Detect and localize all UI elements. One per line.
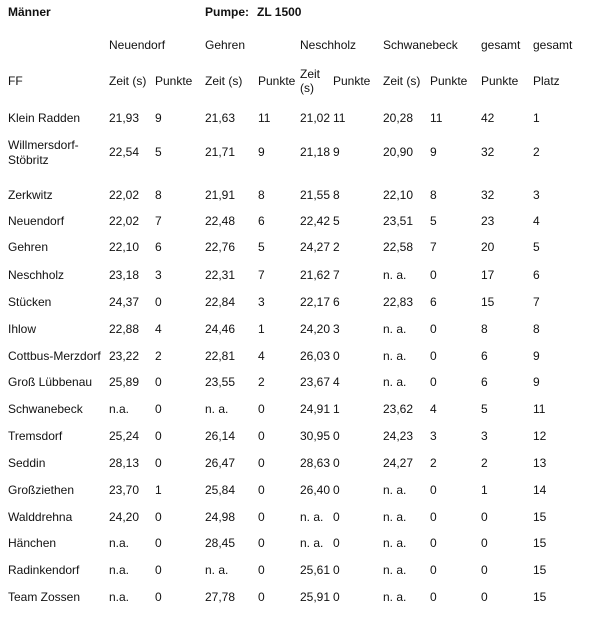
table-cell: 0 (155, 563, 162, 577)
table-cell: 26,14 (205, 429, 236, 443)
team-name-cell: Klein Radden (8, 111, 81, 125)
table-cell: 1 (155, 483, 162, 497)
table-cell: 5 (333, 214, 340, 228)
table-cell: 15 (481, 295, 495, 309)
table-cell: 3 (481, 429, 488, 443)
table-cell: 26,47 (205, 456, 236, 470)
table-cell: 32 (481, 145, 495, 159)
page-title: Männer (8, 5, 51, 19)
table-cell: 6 (333, 295, 340, 309)
table-cell: 22,84 (205, 295, 236, 309)
table-cell: n. a. (383, 322, 407, 336)
team-name-cell: Walddrehna (8, 510, 73, 524)
table-cell: 25,24 (109, 429, 140, 443)
table-cell: 0 (481, 590, 488, 604)
table-cell: 23,70 (109, 483, 140, 497)
team-name-cell: Cottbus-Merzdorf (8, 349, 101, 363)
table-cell: 3 (430, 429, 437, 443)
table-cell: 15 (533, 590, 547, 604)
table-cell: 8 (333, 188, 340, 202)
table-cell: 21,91 (205, 188, 236, 202)
table-cell: n. a. (300, 510, 324, 524)
table-cell: 7 (430, 240, 437, 254)
table-cell: 0 (333, 563, 340, 577)
table-cell: 24,23 (383, 429, 414, 443)
team-name-cell: Zerkwitz (8, 188, 53, 202)
table-cell: 23,62 (383, 402, 414, 416)
table-cell: 42 (481, 111, 495, 125)
table-cell: 26,03 (300, 349, 331, 363)
team-name-cell: Stücken (8, 295, 52, 309)
table-cell: 0 (258, 563, 265, 577)
table-cell: 4 (258, 349, 265, 363)
table-cell: 26,40 (300, 483, 331, 497)
team-name-cell: Seddin (8, 456, 46, 470)
table-cell: 28,63 (300, 456, 331, 470)
table-cell: 22,42 (300, 214, 331, 228)
table-cell: 22,76 (205, 240, 236, 254)
table-cell: 4 (333, 375, 340, 389)
table-cell: n.a. (109, 536, 130, 550)
table-cell: n. a. (383, 590, 407, 604)
table-cell: 23,22 (109, 349, 140, 363)
table-cell: 7 (333, 268, 340, 282)
table-cell: 6 (533, 268, 540, 282)
table-cell: 22,17 (300, 295, 331, 309)
table-cell: 0 (155, 510, 162, 524)
table-cell: 24,20 (109, 510, 140, 524)
table-cell: 3 (533, 188, 540, 202)
table-cell: 13 (533, 456, 547, 470)
table-cell: 22,54 (109, 145, 140, 159)
table-cell: 25,84 (205, 483, 236, 497)
table-cell: 0 (258, 483, 265, 497)
team-name-cell: Neuendorf (8, 214, 65, 228)
table-cell: 22,48 (205, 214, 236, 228)
table-cell: n. a. (383, 483, 407, 497)
team-name-cell: Ihlow (8, 322, 37, 336)
table-cell: n. a. (383, 375, 407, 389)
table-cell: 5 (481, 402, 488, 416)
table-cell: 4 (533, 214, 540, 228)
table-cell: 28,45 (205, 536, 236, 550)
table-cell: 15 (533, 510, 547, 524)
table-cell: 6 (481, 375, 488, 389)
table-cell: 0 (155, 402, 162, 416)
table-cell: 11 (533, 402, 546, 416)
table-cell: 20,90 (383, 145, 414, 159)
table-cell: 2 (430, 456, 437, 470)
group-header: gesamt (533, 38, 573, 52)
team-name-cell: Willmersdorf-Stöbritz (8, 138, 79, 167)
table-cell: 0 (481, 536, 488, 550)
table-cell: 1 (481, 483, 488, 497)
table-cell: 11 (258, 111, 271, 125)
table-cell: 2 (533, 145, 540, 159)
table-cell: 0 (155, 375, 162, 389)
table-cell: 0 (333, 510, 340, 524)
table-cell: 27,78 (205, 590, 236, 604)
pump-value: ZL 1500 (257, 5, 302, 19)
column-header: Zeit (s) (109, 74, 147, 88)
table-cell: 8 (481, 322, 488, 336)
table-cell: 0 (333, 536, 340, 550)
table-cell: 0 (430, 322, 437, 336)
table-cell: 0 (258, 510, 265, 524)
table-cell: 0 (481, 510, 488, 524)
table-cell: 25,89 (109, 375, 140, 389)
group-header: Neuendorf (109, 38, 166, 52)
table-cell: 0 (258, 536, 265, 550)
table-cell: 8 (533, 322, 540, 336)
table-cell: 2 (481, 456, 488, 470)
table-cell: 0 (258, 590, 265, 604)
table-cell: 0 (155, 295, 162, 309)
table-cell: 7 (155, 214, 162, 228)
table-cell: 9 (533, 375, 540, 389)
table-cell: 15 (533, 563, 547, 577)
table-cell: 0 (430, 349, 437, 363)
table-cell: 0 (333, 349, 340, 363)
team-name-cell: Groß Lübbenau (8, 375, 93, 389)
table-cell: 7 (533, 295, 540, 309)
table-cell: 0 (430, 375, 437, 389)
table-cell: 4 (430, 402, 437, 416)
table-cell: 0 (155, 456, 162, 470)
table-cell: 22,31 (205, 268, 236, 282)
table-cell: 5 (533, 240, 540, 254)
table-cell: 6 (481, 349, 488, 363)
column-header: Punkte (430, 74, 468, 88)
column-header: FF (8, 74, 23, 88)
table-cell: 24,98 (205, 510, 236, 524)
group-header: Gehren (205, 38, 246, 52)
group-header: gesamt (481, 38, 521, 52)
table-cell: 15 (533, 536, 547, 550)
table-cell: 21,71 (205, 145, 236, 159)
table-cell: n. a. (205, 402, 229, 416)
table-cell: 0 (430, 268, 437, 282)
table-cell: n. a. (383, 268, 407, 282)
table-cell: 21,93 (109, 111, 140, 125)
table-cell: 8 (155, 188, 162, 202)
table-cell: 9 (430, 145, 437, 159)
table-cell: 8 (258, 188, 265, 202)
table-cell: 8 (430, 188, 437, 202)
team-name-cell: Team Zossen (8, 590, 81, 604)
table-cell: 22,02 (109, 188, 140, 202)
table-cell: 0 (155, 429, 162, 443)
column-header: Zeit (s) (205, 74, 243, 88)
table-cell: n. a. (383, 536, 407, 550)
table-cell: 30,95 (300, 429, 331, 443)
column-header: Punkte (155, 74, 193, 88)
table-cell: 6 (258, 214, 265, 228)
table-cell: 0 (430, 563, 437, 577)
table-cell: 4 (155, 322, 162, 336)
table-cell: 17 (481, 268, 495, 282)
table-cell: 22,58 (383, 240, 414, 254)
table-cell: 5 (430, 214, 437, 228)
column-header: Platz (533, 74, 560, 88)
column-header: Punkte (258, 74, 296, 88)
table-cell: 3 (258, 295, 265, 309)
table-cell: 25,61 (300, 563, 331, 577)
table-cell: n. a. (205, 563, 229, 577)
table-cell: 21,02 (300, 111, 331, 125)
table-cell: 1 (533, 111, 540, 125)
table-cell: 0 (333, 590, 340, 604)
table-cell: 9 (533, 349, 540, 363)
team-name-cell: Neschholz (8, 268, 65, 282)
team-name-cell: Radinkendorf (8, 563, 80, 577)
table-cell: 0 (430, 483, 437, 497)
table-cell: n.a. (109, 590, 130, 604)
table-cell: 0 (430, 590, 437, 604)
table-cell: 24,37 (109, 295, 140, 309)
table-cell: 6 (155, 240, 162, 254)
table-cell: 7 (258, 268, 265, 282)
table-cell: 0 (333, 429, 340, 443)
table-cell: 21,18 (300, 145, 331, 159)
table-cell: 23,51 (383, 214, 414, 228)
table-cell: n. a. (383, 349, 407, 363)
group-header: Schwanebeck (383, 38, 458, 52)
table-cell: n.a. (109, 563, 130, 577)
table-cell: 11 (333, 111, 346, 125)
group-header: Neschholz (300, 38, 357, 52)
column-header: Punkte (333, 74, 371, 88)
team-name-cell: Schwanebeck (8, 402, 83, 416)
table-cell: 2 (333, 240, 340, 254)
table-cell: n. a. (383, 510, 407, 524)
table-cell: 2 (258, 375, 265, 389)
table-cell: 9 (155, 111, 162, 125)
table-cell: n. a. (383, 563, 407, 577)
table-cell: 14 (533, 483, 547, 497)
team-name-cell: Großziethen (8, 483, 75, 497)
table-cell: 0 (155, 590, 162, 604)
table-cell: 20 (481, 240, 495, 254)
table-cell: 23,55 (205, 375, 236, 389)
table-cell: 0 (430, 536, 437, 550)
table-cell: 32 (481, 188, 495, 202)
team-name-cell: Hänchen (8, 536, 57, 550)
table-cell: 0 (481, 563, 488, 577)
table-cell: 24,27 (383, 456, 414, 470)
table-cell: 21,62 (300, 268, 331, 282)
table-cell: 9 (258, 145, 265, 159)
table-cell: 3 (333, 322, 340, 336)
table-cell: 0 (155, 536, 162, 550)
column-header: Zeit (s) (383, 74, 421, 88)
table-cell: 22,81 (205, 349, 236, 363)
table-cell: 5 (258, 240, 265, 254)
table-cell: 0 (430, 510, 437, 524)
table-cell: 0 (258, 402, 265, 416)
table-cell: 0 (258, 456, 265, 470)
table-cell: n.a. (109, 402, 130, 416)
table-cell: 11 (430, 111, 443, 125)
table-cell: 1 (258, 322, 265, 336)
column-header: Punkte (481, 74, 519, 88)
table-cell: 1 (333, 402, 340, 416)
table-cell: 22,02 (109, 214, 140, 228)
table-cell: 24,27 (300, 240, 331, 254)
table-cell: 0 (333, 456, 340, 470)
table-cell: 21,63 (205, 111, 236, 125)
table-cell: 22,10 (109, 240, 140, 254)
table-cell: 21,55 (300, 188, 331, 202)
table-cell: 6 (430, 295, 437, 309)
table-cell: 3 (155, 268, 162, 282)
table-cell: 5 (155, 145, 162, 159)
table-cell: 23,67 (300, 375, 331, 389)
table-cell: 12 (533, 429, 547, 443)
column-header: Zeit (s) (300, 67, 321, 95)
table-cell: 24,20 (300, 322, 331, 336)
table-cell: 20,28 (383, 111, 414, 125)
team-name-cell: Gehren (8, 240, 49, 254)
table-cell: 28,13 (109, 456, 140, 470)
team-name-cell: Tremsdorf (8, 429, 63, 443)
table-cell: 2 (155, 349, 162, 363)
table-cell: 23,18 (109, 268, 140, 282)
table-cell: 24,46 (205, 322, 236, 336)
table-cell: 0 (333, 483, 340, 497)
table-cell: 25,91 (300, 590, 331, 604)
table-cell: 24,91 (300, 402, 331, 416)
table-cell: n. a. (300, 536, 324, 550)
table-cell: 22,10 (383, 188, 414, 202)
table-cell: 9 (333, 145, 340, 159)
table-cell: 0 (258, 429, 265, 443)
table-cell: 23 (481, 214, 495, 228)
table-cell: 22,83 (383, 295, 414, 309)
pump-label: Pumpe: (205, 5, 250, 19)
table-cell: 22,88 (109, 322, 140, 336)
